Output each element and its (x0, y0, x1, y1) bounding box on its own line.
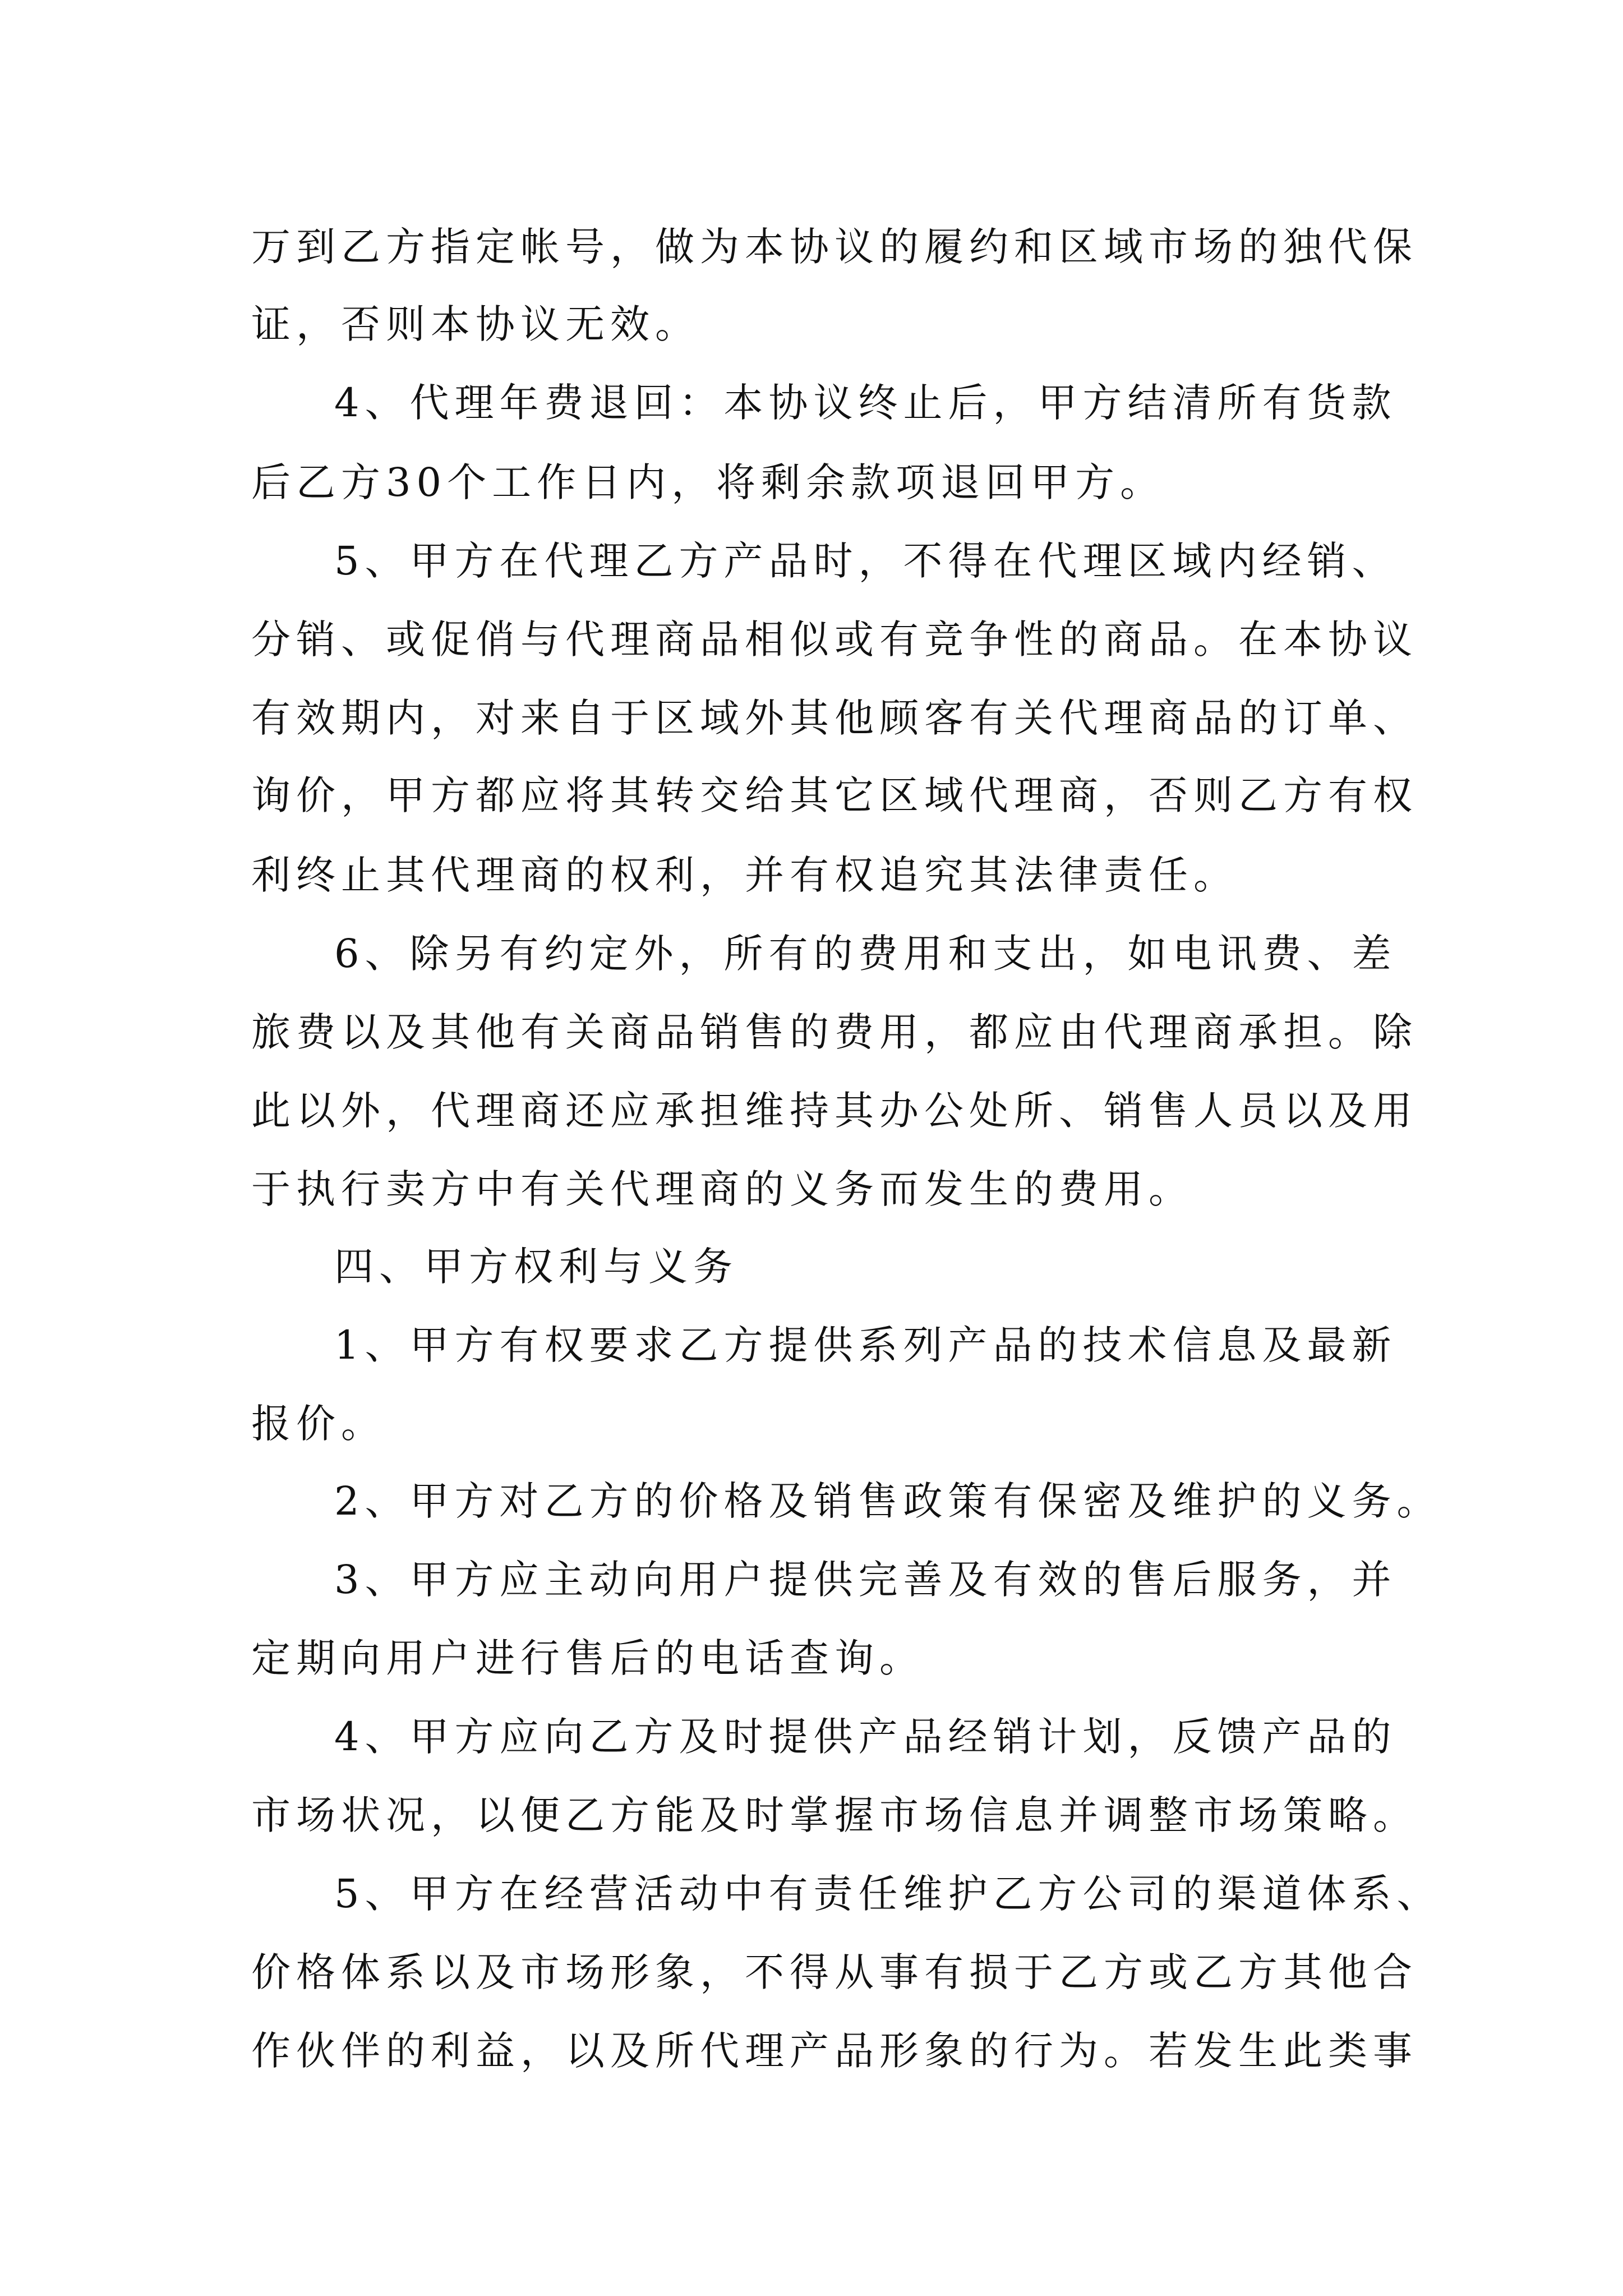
clause-4-first-line: 4、甲方应向乙方及时提供产品经销计划，反馈产品的 (334, 1714, 1397, 1760)
text-line: 证，否则本协议无效。 (251, 301, 700, 347)
text-line: 万到乙方指定帐号，做为本协议的履约和区域市场的独代保 (251, 224, 1418, 270)
text-line: 后乙方30个工作日内，将剩余款项退回甲方。 (251, 459, 1165, 505)
text-line: 此以外，代理商还应承担维持其办公处所、销售人员以及用 (251, 1088, 1418, 1134)
text-line: 询价，甲方都应将其转交给其它区域代理商，否则乙方有权 (251, 772, 1418, 818)
text-line: 定期向用户进行售后的电话查询。 (251, 1635, 924, 1681)
text-line: 报价。 (251, 1401, 386, 1447)
paragraph-6-first-line: 6、除另有约定外，所有的费用和支出，如电讯费、差 (334, 931, 1397, 977)
text-line: 利终止其代理商的权利，并有权追究其法律责任。 (251, 852, 1238, 898)
clause-2-line: 2、甲方对乙方的价格及销售政策有保密及维护的义务。 (334, 1478, 1442, 1524)
paragraph-5-first-line: 5、甲方在代理乙方产品时，不得在代理区域内经销、 (334, 538, 1397, 584)
text-line: 分销、或促俏与代理商品相似或有竞争性的商品。在本协议 (251, 616, 1418, 662)
section-heading: 四、甲方权利与义务 (334, 1244, 738, 1290)
clause-5-first-line: 5、甲方在经营活动中有责任维护乙方公司的渠道体系、 (334, 1871, 1442, 1917)
text-line: 作伙伴的利益，以及所代理产品形象的行为。若发生此类事 (251, 2028, 1418, 2074)
text-line: 有效期内，对来自于区域外其他顾客有关代理商品的订单、 (251, 695, 1418, 741)
paragraph-4-first-line: 4、代理年费退回：本协议终止后，甲方结清所有货款 (334, 380, 1397, 426)
text-line: 市场状况，以便乙方能及时掌握市场信息并调整市场策略。 (251, 1792, 1418, 1838)
text-line: 旅费以及其他有关商品销售的费用，都应由代理商承担。除 (251, 1009, 1418, 1055)
clause-3-first-line: 3、甲方应主动向用户提供完善及有效的售后服务，并 (334, 1557, 1397, 1603)
text-line: 于执行卖方中有关代理商的义务而发生的费用。 (251, 1166, 1193, 1212)
text-line: 价格体系以及市场形象，不得从事有损于乙方或乙方其他合 (251, 1949, 1418, 1995)
clause-1-first-line: 1、甲方有权要求乙方提供系列产品的技术信息及最新 (334, 1322, 1397, 1368)
